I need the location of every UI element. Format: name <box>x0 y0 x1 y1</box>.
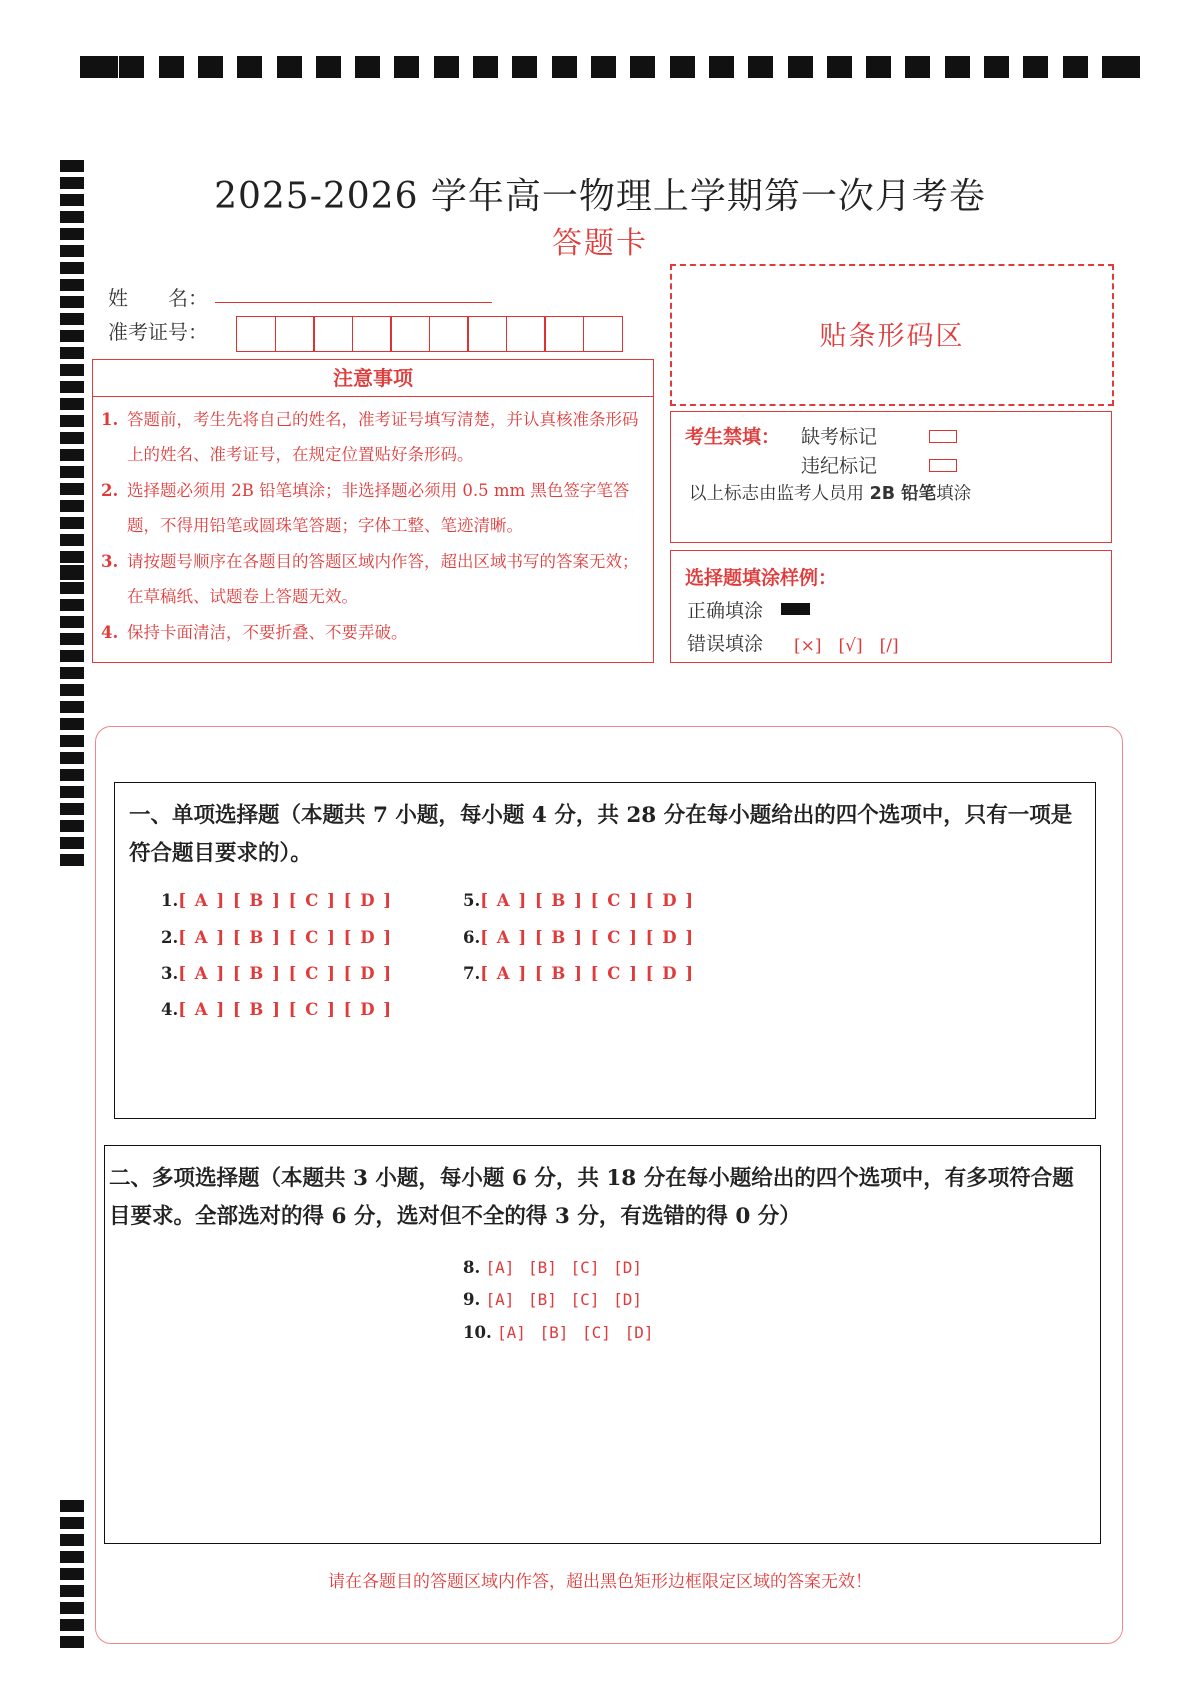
timing-mark <box>60 449 84 461</box>
page-subtitle: 答题卡 <box>552 226 648 261</box>
timing-mark <box>277 56 302 78</box>
timing-mark <box>1023 56 1048 78</box>
notice-item <box>101 544 646 614</box>
timing-mark <box>60 432 84 444</box>
proctor-note <box>689 480 971 505</box>
question-number: 10. <box>463 1323 492 1342</box>
timing-mark <box>60 701 84 713</box>
timing-mark <box>60 837 84 849</box>
timing-mark <box>60 398 84 410</box>
timing-mark <box>60 616 84 628</box>
exam-id-field[interactable] <box>236 316 621 352</box>
exam-id-digit-box[interactable] <box>390 316 430 352</box>
question-row[interactable] <box>463 891 695 910</box>
timing-mark <box>60 633 84 645</box>
timing-mark <box>945 56 970 78</box>
timing-mark <box>237 56 262 78</box>
timing-mark <box>60 1534 84 1546</box>
timing-mark <box>827 56 852 78</box>
timing-mark <box>60 786 84 798</box>
multiple-choice-section <box>104 1145 1101 1544</box>
timing-mark <box>748 56 773 78</box>
timing-mark <box>119 56 144 78</box>
timing-mark <box>60 684 84 696</box>
id-label: 准考证号： <box>108 320 208 344</box>
timing-mark <box>866 56 891 78</box>
proctor-note-suffix: 填涂 <box>936 484 972 504</box>
question-number: 8. <box>463 1258 481 1277</box>
question-number: 1. <box>161 891 179 910</box>
timing-mark <box>60 381 84 393</box>
timing-mark <box>60 415 84 427</box>
question-number: 2. <box>161 928 179 947</box>
notice-item-text: 答题前，考生先将自己的姓名，准考证号填写清楚，并认真核准条形码上的姓名、准考证号，在规定位置贴好条形码。 <box>127 410 639 464</box>
barcode-area <box>670 264 1114 406</box>
timing-mark <box>60 650 84 662</box>
exam-id-digit-box[interactable] <box>583 316 623 352</box>
timing-mark <box>60 582 84 594</box>
notice-item-number: 2. <box>101 481 119 500</box>
question-row[interactable] <box>161 1000 393 1019</box>
timing-mark <box>670 56 695 78</box>
timing-mark <box>984 56 1009 78</box>
timing-mark <box>60 534 84 546</box>
footer-note: 请在各题目的答题区域内作答，超出黑色矩形边框限定区域的答案无效！ <box>328 1572 872 1592</box>
question-options[interactable]: [ A ] [ B ] [ C ] [ D ] <box>178 964 393 983</box>
timing-mark <box>60 769 84 781</box>
timing-mark <box>905 56 930 78</box>
timing-mark <box>60 735 84 747</box>
exam-id-digit-box[interactable] <box>313 316 353 352</box>
timing-mark <box>60 296 84 308</box>
timing-mark <box>60 820 84 832</box>
question-number: 3. <box>161 964 179 983</box>
page-title: 2025-2026 学年高一物理上学期第一次月考卷 <box>214 176 986 217</box>
question-number: 6. <box>463 928 481 947</box>
exam-id-digit-box[interactable] <box>467 316 507 352</box>
notice-item-text: 请按题号顺序在各题目的答题区域内作答，超出区域书写的答案无效；在草稿纸、试题卷上答题无效。 <box>127 552 639 606</box>
question-number: 9. <box>463 1290 481 1309</box>
timing-mark <box>512 56 537 78</box>
timing-mark <box>394 56 419 78</box>
timing-mark <box>60 752 84 764</box>
question-options[interactable]: [ A ] [ B ] [ C ] [ D ] <box>480 964 695 983</box>
exam-id-digit-box[interactable] <box>429 316 469 352</box>
exam-id-digit-box[interactable] <box>506 316 546 352</box>
question-number: 4. <box>161 1000 179 1019</box>
timing-mark <box>60 565 84 577</box>
question-options[interactable]: [A] [B] [C] [D] <box>485 1290 642 1309</box>
barcode-label: 贴条形码区 <box>819 321 965 352</box>
timing-mark <box>60 517 84 529</box>
notice-item-number: 4. <box>101 623 119 642</box>
notice-panel <box>92 359 654 663</box>
question-row[interactable] <box>161 891 393 910</box>
question-options[interactable]: [ A ] [ B ] [ C ] [ D ] <box>480 928 695 947</box>
timing-mark <box>60 718 84 730</box>
wrong-fill-label: 错误填涂 <box>687 633 764 655</box>
question-options[interactable]: [A] [B] [C] [D] <box>485 1258 642 1277</box>
timing-mark <box>60 1636 84 1648</box>
question-options[interactable]: [ A ] [ B ] [ C ] [ D ] <box>480 891 695 910</box>
name-field[interactable] <box>215 302 492 303</box>
timing-mark <box>60 599 84 611</box>
question-row[interactable] <box>463 1290 642 1309</box>
timing-mark <box>630 56 655 78</box>
question-number: 5. <box>463 891 481 910</box>
timing-mark <box>60 330 84 342</box>
timing-mark <box>355 56 380 78</box>
timing-mark <box>60 279 84 291</box>
timing-mark <box>1102 56 1140 78</box>
timing-mark <box>60 347 84 359</box>
timing-mark <box>60 364 84 376</box>
violation-mark-box[interactable] <box>929 459 957 472</box>
wrong-fill-samples: [×] [√] [/] <box>794 636 899 656</box>
timing-mark <box>60 262 84 274</box>
absent-mark-label: 缺考标记 <box>801 426 878 448</box>
timing-mark <box>60 1551 84 1563</box>
question-row[interactable] <box>463 964 695 983</box>
question-row[interactable] <box>463 1323 653 1342</box>
timing-mark <box>316 56 341 78</box>
question-options[interactable]: [ A ] [ B ] [ C ] [ D ] <box>178 1000 393 1019</box>
question-row[interactable] <box>161 964 393 983</box>
question-options[interactable]: [ A ] [ B ] [ C ] [ D ] <box>178 928 393 947</box>
notice-item-text: 保持卡面清洁，不要折叠、不要弄破。 <box>127 623 408 642</box>
timing-mark <box>434 56 459 78</box>
question-row[interactable] <box>463 1258 642 1277</box>
timing-mark <box>788 56 813 78</box>
notice-heading: 注意事项 <box>93 360 653 397</box>
top-timing-marks <box>80 56 1140 78</box>
timing-mark <box>60 500 84 512</box>
timing-mark <box>80 56 118 78</box>
correct-fill-label: 正确填涂 <box>687 600 764 622</box>
notice-item-text: 选择题必须用 2B 铅笔填涂；非选择题必须用 0.5 mm 黑色签字笔答题，不得用铅笔或圆珠笔答题；字体工整、笔迹清晰。 <box>127 481 630 535</box>
exam-id-digit-box[interactable] <box>544 316 584 352</box>
name-label: 姓 名： <box>108 286 208 310</box>
timing-mark <box>552 56 577 78</box>
question-options[interactable]: [ A ] [ B ] [ C ] [ D ] <box>178 891 393 910</box>
timing-mark <box>60 667 84 679</box>
timing-mark <box>159 56 184 78</box>
exam-id-digit-box[interactable] <box>352 316 392 352</box>
notice-item <box>101 615 646 650</box>
timing-mark <box>60 1619 84 1631</box>
timing-mark <box>60 1602 84 1614</box>
notice-item <box>101 402 646 472</box>
notice-item-number: 1. <box>101 410 119 429</box>
timing-mark <box>198 56 223 78</box>
fill-example-heading: 选择题填涂样例： <box>685 567 838 589</box>
notice-item-number: 3. <box>101 552 119 571</box>
timing-mark <box>1063 56 1088 78</box>
timing-mark <box>60 551 84 563</box>
question-row[interactable] <box>463 928 695 947</box>
fill-example-panel <box>670 550 1112 663</box>
timing-mark <box>60 483 84 495</box>
exam-id-digit-box[interactable] <box>236 316 276 352</box>
timing-mark <box>709 56 734 78</box>
multiple-choice-title: 二、多项选择题（本题共 3 小题，每小题 6 分，共 18 分在每小题给出的四个选项中，有多项符合题目要求。全部选对的得 6 分，选对但不全的得 3 分，有选错的得 0 分） <box>109 1166 1074 1229</box>
violation-mark-label: 违纪标记 <box>801 455 878 477</box>
timing-mark <box>60 1517 84 1529</box>
timing-mark <box>60 854 84 866</box>
timing-mark <box>60 803 84 815</box>
timing-mark <box>60 313 84 325</box>
notice-item <box>101 473 646 543</box>
timing-mark <box>591 56 616 78</box>
timing-mark <box>60 1500 84 1512</box>
timing-mark <box>60 466 84 478</box>
correct-fill-sample <box>781 603 810 615</box>
question-row[interactable] <box>161 928 393 947</box>
absent-mark-box[interactable] <box>929 430 957 443</box>
exam-id-digit-box[interactable] <box>275 316 315 352</box>
single-choice-title: 一、单项选择题（本题共 7 小题，每小题 4 分，共 28 分在每小题给出的四个选项中，只有一项是符合题目要求的）。 <box>129 803 1073 866</box>
proctor-note-prefix: 以上标志由监考人员用 <box>689 484 870 504</box>
question-number: 7. <box>463 964 481 983</box>
single-choice-section <box>114 782 1096 1119</box>
proctor-only-panel <box>670 411 1112 543</box>
question-options[interactable]: [A] [B] [C] [D] <box>496 1323 654 1342</box>
proctor-only-heading: 考生禁填： <box>685 426 781 448</box>
proctor-note-bold: 2B 铅笔 <box>869 484 937 504</box>
timing-mark <box>473 56 498 78</box>
